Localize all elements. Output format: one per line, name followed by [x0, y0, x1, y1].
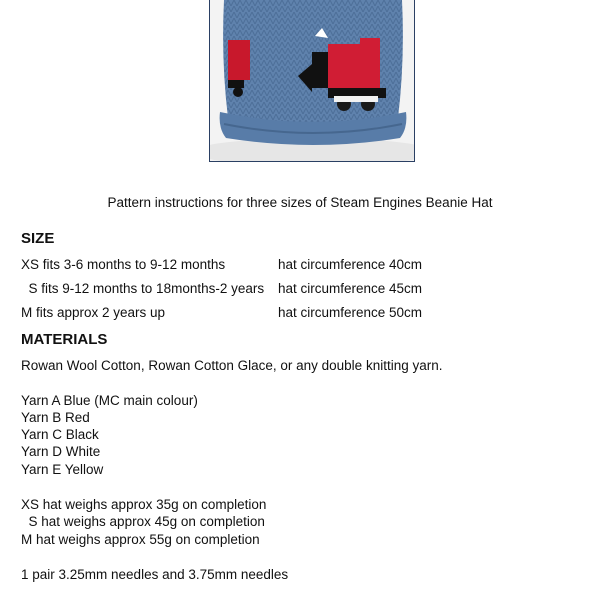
yarn-item: Yarn E Yellow — [21, 462, 104, 477]
yarn-item: Yarn C Black — [21, 427, 99, 442]
needles-line: 1 pair 3.25mm needles and 3.75mm needles — [21, 567, 289, 582]
weight-item: M hat weighs approx 55g on completion — [21, 532, 260, 547]
size-circumference: hat circumference 45cm — [278, 281, 423, 296]
size-row — [21, 305, 581, 323]
pattern-subtitle: Pattern instructions for three sizes of Steam Engines Beanie Hat — [107, 195, 493, 210]
yarn-item: Yarn D White — [21, 444, 101, 459]
weight-item: XS hat weighs approx 35g on completion — [21, 497, 267, 512]
hat-photo — [209, 0, 415, 162]
yarn-intro: Rowan Wool Cotton, Rowan Cotton Glace, or any double knitting yarn. — [21, 358, 443, 373]
hat-illustration — [210, 0, 415, 162]
size-heading: SIZE — [21, 230, 55, 247]
size-row — [21, 257, 581, 275]
weight-item: S hat weighs approx 45g on completion — [21, 514, 265, 529]
size-fit: S fits 9-12 months to 18months-2 years — [21, 281, 265, 296]
size-circumference: hat circumference 40cm — [278, 257, 423, 272]
materials-heading: MATERIALS — [21, 331, 108, 348]
size-fit: XS fits 3-6 months to 9-12 months — [21, 257, 226, 272]
size-row — [21, 281, 581, 299]
size-circumference: hat circumference 50cm — [278, 305, 423, 320]
size-fit: M fits approx 2 years up — [21, 305, 166, 320]
yarn-item: Yarn B Red — [21, 410, 90, 425]
yarn-item: Yarn A Blue (MC main colour) — [21, 393, 198, 408]
